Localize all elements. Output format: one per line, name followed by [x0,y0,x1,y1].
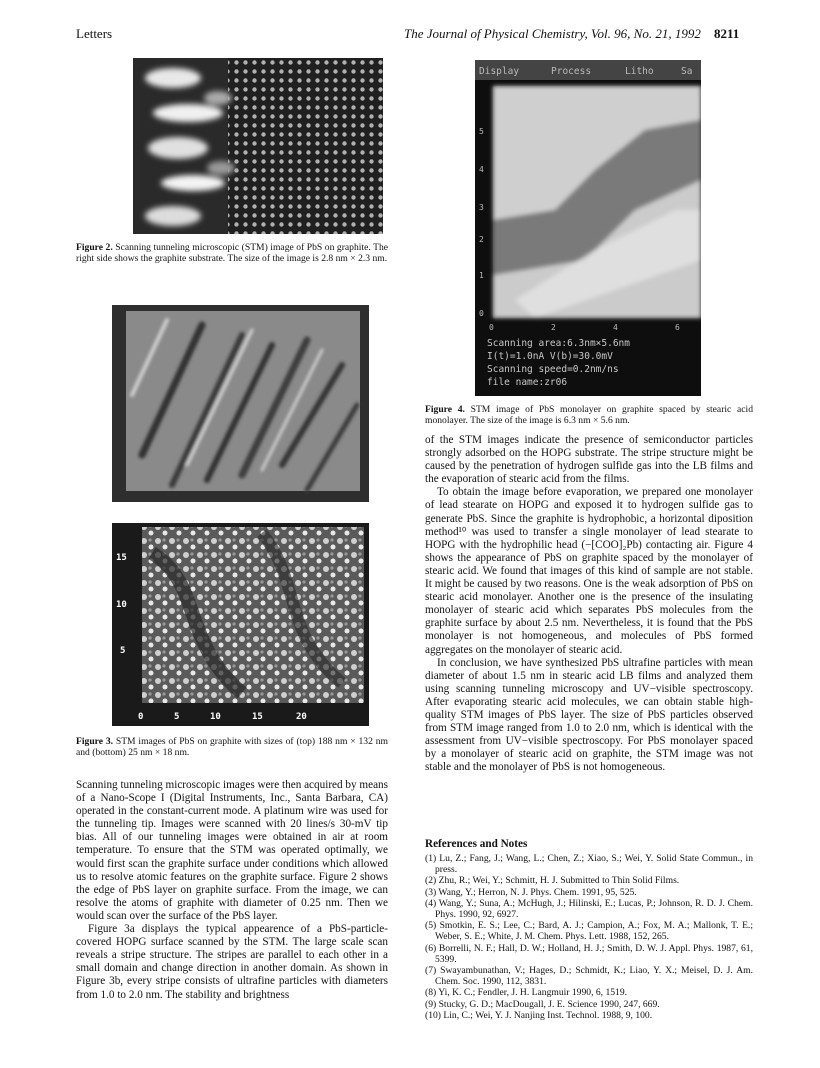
left-column-text [76,779,388,1002]
fig3-y-tick: 10 [116,600,127,610]
fig3-x-tick: 10 [210,712,221,722]
running-head-left: Letters [76,26,113,41]
reference-item: (10) Lin, C.; Wei, Y. J. Nanjing Inst. Technol. 1988, 9, 100. [425,1009,653,1021]
fig4-y-tick: 3 [479,203,484,212]
paragraph: Scanning tunneling microscopic images were then acquired by means of a Nano-Scope I (Digital Instruments, Inc., Santa Barbara, CA) operated in the constant-current mode. A platinum wire was used for the tunneling tip. Images were scanned with 20 lines/s 30-mV tip bias. All of our tunneling images were obtained in air at room temperature. To ensure that the STM was operated optimally, we would first scan the graphite surface under conditions which allowed us to resolve atomic features on the graphite surface. Figure 2 shows the edge of PbS layer on graphite surface. From the image, we can resolve the atoms of graphite with diameter of 0.25 nm. Then we would scan over the surface of the PbS layer. [76,779,388,922]
paragraph: To obtain the image before evaporation, we prepared one monolayer of lead stearate on HOPG and exposed it to hydrogen sulfide gas to generate PbS. Since the graphite is hydrophobic, a horizontal diposition method¹⁰ was used to transfer a single monolayer of lead stearate to HOPG with the hydrophilic head (−[COO]₂Pb) contacting air. Figure 4 shows the appearance of PbS on graphite spaced by the monolayer of stearic acid. We found that images of this kind of sample are not stable. It might be caused by two reasons. One is the weak adsorption of PbS on stearic acid monolayer. Another one is the presence of the insulating monolayer of stearic acid which separates PbS molecules from the graphite surface by about 2.5 nm. Nevertheless, it is found that the PbS monolayer is not homogeneous, and molecules of PbS formed aggregates on the monolayer of stearic acid. [425,486,753,656]
fig3-x-tick: 5 [174,712,180,722]
fig3-x-tick: 0 [138,712,144,722]
fig4-y-tick: 4 [479,165,484,174]
menu-display: Display [479,66,520,77]
reference-item: (7) Swayambunathan, V.; Hages, D.; Schmidt, K.; Liao, Y. X.; Meisel, D. J. Am. Chem. Soc. 1990, 112, 3831. [425,965,753,988]
fig4-y-tick: 2 [479,235,484,244]
fig3-y-tick: 15 [116,553,127,563]
fig3-y-tick: 5 [120,646,126,656]
fig4-y-tick: 5 [479,127,484,136]
paragraph: of the STM images indicate the presence of semiconductor particles strongly adsorbed on the HOPG substrate. The stripe structure might be caused by the penetration of hydrogen sulfide gas into the LB films and the evaporation of stearic acid from the films. [425,434,753,486]
reference-item: (4) Wang, Y.; Suna, A.; McHugh, J.; Hilinski, E.; Lucas, P.; Johnson, R. D. J. Chem. Phys. 1990, 92, 6927. [425,897,753,921]
fig4-info-line: Scanning area:6.3nm×5.6nm [487,338,630,349]
right-column-text [425,434,753,774]
paragraph: Figure 3a displays the typical appearence of a PbS-particle-covered HOPG surface scanned by the STM. The large scale scan reveals a stripe structure. The stripes are parallel to each other in a small domain and change direction in another domain. As shown in Figure 3b, every stripe consists of ultrafine particles with diameters from 1.0 to 2.0 nm. The stability and brightness [76,923,388,1001]
references-heading: References and Notes [425,838,528,850]
menu-process: Process [551,66,592,77]
fig3-x-tick: 20 [296,712,307,722]
fig4-info-line: file name:zr06 [487,377,568,388]
reference-item: (2) Zhu, R.; Wei, Y.; Schmitt, H. J. Submitted to Thin Solid Films. [425,875,680,887]
fig4-x-tick: 6 [675,323,680,332]
figure-4-image [475,60,701,396]
running-head-journal: The Journal of Physical Chemistry, Vol. 96, No. 21, 1992 [404,26,701,41]
fig4-info-line: I(t)=1.0nA V(b)=30.0mV [487,351,613,362]
figure-2-caption: Figure 2. Scanning tunneling microscopic (STM) image of PbS on graphite. The right side shows the graphite substrate. The size of the image is 2.8 nm × 2.3 nm. [76,242,388,265]
figure-3-caption: Figure 3. STM images of PbS on graphite with sizes of (top) 188 nm × 132 nm and (bottom) 25 nm × 18 nm. [76,736,388,759]
fig4-x-tick: 4 [613,323,618,332]
fig4-info-line: Scanning speed=0.2nm/ns [487,364,619,375]
fig4-x-tick: 0 [489,323,494,332]
reference-item: (5) Smotkin, E. S.; Lee, C.; Bard, A. J.; Campion, A.; Fox, M. A.; Mallonk, T. E.; Weber, S. E.; White, J. M. Chem. Phys. Lett. 1988, 152, 265. [425,920,753,943]
reference-item: (8) Yi, K. C.; Fendler, J. H. Langmuir 1990, 6, 1519. [425,987,628,999]
reference-item: (9) Stucky, G. D.; MacDougall, J. E. Science 1990, 247, 669. [425,998,660,1010]
menu-litho: Litho [625,66,654,77]
fig4-x-tick: 2 [551,323,556,332]
reference-item: (6) Borrelli, N. F.; Hall, D. W.; Holland, H. J.; Smith, D. W. J. Appl. Phys. 1987, 61, 5399. [425,942,753,965]
references-section [425,838,753,1021]
fig3-x-tick: 15 [252,712,263,722]
figure-3-bottom-image [112,523,369,726]
fig4-y-tick: 1 [479,271,484,280]
page-number: 8211 [714,26,740,41]
references-list [425,853,753,1021]
fig4-y-tick: 0 [479,309,484,318]
figure-4-caption: Figure 4. STM image of PbS monolayer on graphite spaced by stearic acid monolayer. The size of the image is 6.3 nm × 5.6 nm. [425,404,753,427]
figure-3-top-image [112,305,369,502]
menu-sa: Sa [681,66,693,77]
paragraph: In conclusion, we have synthesized PbS ultrafine particles with mean diameter of about 1.5 nm in stearic acid LB films and analyzed them using scanning tunneling microscopy and UV−visible spectroscopy. After evaporating stearic acid molecules, we can obtain stable high-quality STM images of PbS layer. The size of PbS particles observed from STM image ranged from 1.0 to 2.0 nm, which is identical with the assessment from UV−visible spectroscopy. For PbS monolayer spaced by a monolayer of stearic acid on graphite, the STM image was not stable and the monolayer of PbS is not homogeneous. [425,656,753,774]
reference-item: (1) Lu, Z.; Fang, J.; Wang, L.; Chen, Z.; Xiao, S.; Wei, Y. Solid State Commun., in press. [425,853,753,876]
figure-2-image [133,58,383,234]
reference-item: (3) Wang, Y.; Herron, N. J. Phys. Chem. 1991, 95, 525. [425,886,637,898]
